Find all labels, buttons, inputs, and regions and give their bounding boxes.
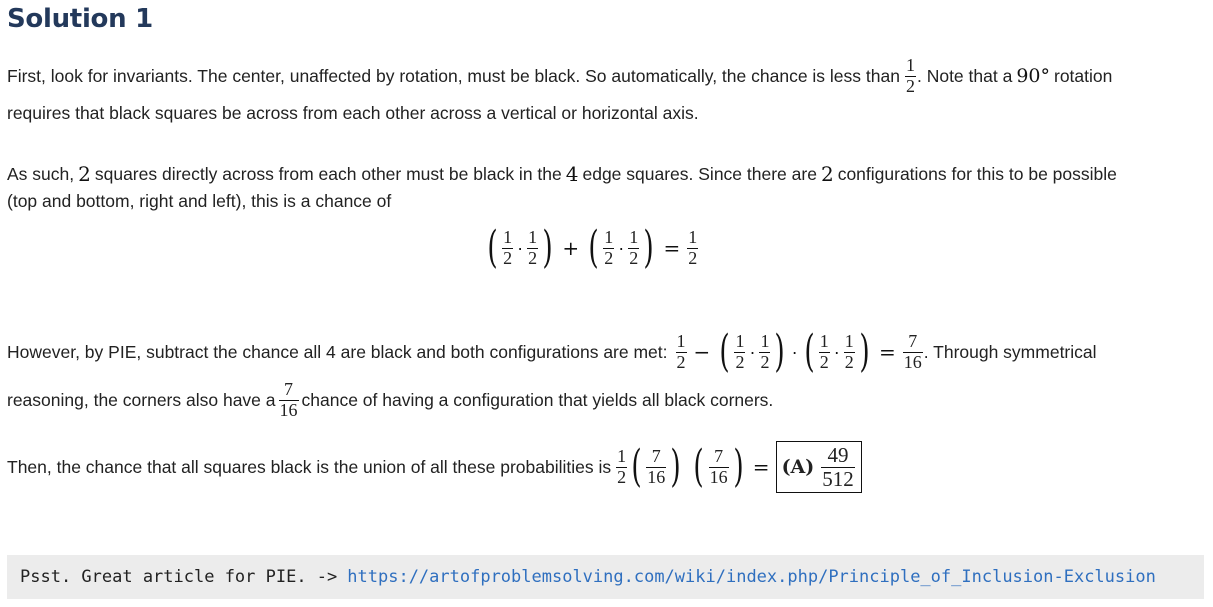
para2-line2: (top and bottom, right and left), this is a chance of [7,191,392,211]
para4-line: Then, the chance that all squares black is the union of all these probabilities is $\frac{1}{2}$ ( $\frac{7}{16}$ ) ( $\frac{7}{16}$ ) = (A) $\frac{49}{512}$ [7,441,862,493]
para1-text-b: . Note that a [916,66,1013,86]
para3-line2: reasoning, the corners also have a $\frac{7}{16}$ chance of having a configuration that yields all black corners. [7,379,774,420]
para1-line2: requires that black squares be across from each other across a vertical or horizontal axis. [7,103,699,123]
pie-article-link[interactable]: https://artofproblemsolving.com/wiki/index.php/Principle_of_Inclusion-Exclusion [347,567,1156,587]
equation-configurations: ( $\frac{1}{2}$ · $\frac{1}{2}$ ) + ( $\frac{1}{2}$ · $\frac{1}{2}$ ) = $\frac{1}{2}$ [487,222,698,273]
para1-text-a: First, look for invariants. The center, unaffected by rotation, must be black. So automatically, the chance is less than [7,66,900,86]
answer-label: (A) [781,456,815,478]
answer-box [776,441,862,493]
para2-line1: As such, 2 squares directly across from each other must be black in the 4 edge squares. Since there are 2 configurations for this to be possible [7,162,1117,186]
answer-fraction: $\frac{49}{512}$ [822,443,854,491]
solution-title: Solution 1 [7,4,153,34]
para1-text-c: rotation [1054,66,1113,86]
para1-line1 [7,56,1112,96]
fraction-one-half: $\frac{1}{2}$ [905,55,915,96]
psst-text: Psst. Great article for PIE. -> [20,567,338,587]
angle-90: 90° [1016,65,1050,87]
psst-box [7,555,1204,599]
para3-line1: However, by PIE, subtract the chance all 4 are black and both configurations are met: $\frac{1}{2}$ − ( $\frac{1}{2}$ · $\frac{1}{2}$ ) · ( $\frac{1}{2}$ · $\frac{1}{2}$ ) = $\frac{7}{16}$ . Through symmetrical [7,326,1097,377]
